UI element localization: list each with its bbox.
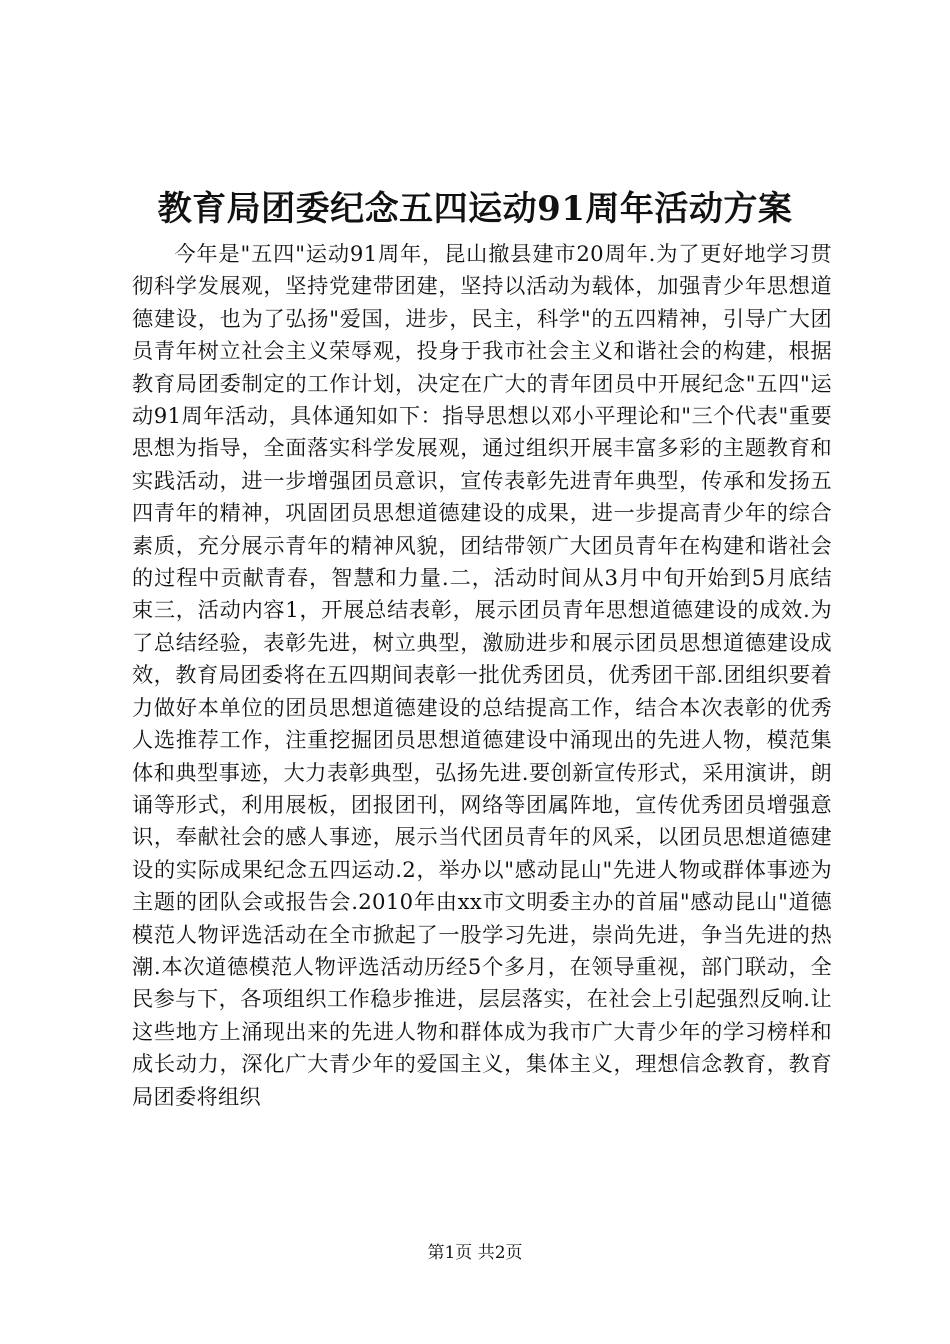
document-body-paragraph: 今年是"五四"运动91周年，昆山撤县建市20周年.为了更好地学习贯彻科学发展观，坚持党建带团建，坚持以活动为载体，加强青少年思想道德建设，也为了弘扬"爱国，进步，民主，科学"的五四精神，引导广大团员青年树立社会主义荣辱观，投身于我市社会主义和谐社会的构建，根据教育局团委制定的工作计划，决定在广大的青年团员中开展纪念"五四"运动91周年活动，具体通知如下：指导思想以邓小平理论和"三个代表"重要思想为指导，全面落实科学发展观，通过组织开展丰富多彩的主题教育和实践活动，进一步增强团员意识，宣传表彰先进青年典型，传承和发扬五四青年的精神，巩固团员思想道德建设的成果，进一步提高青少年的综合素质，充分展示青年的精神风貌，团结带领广大团员青年在构建和谐社会的过程中贡献青春，智慧和力量.二，活动时间从3月中旬开始到5月底结束三，活动内容1，开展总结表彰，展示团员青年思想道德建设的成效.为了总结经验，表彰先进，树立典型，激励进步和展示团员思想道德建设成效，教育局团委将在五四期间表彰一批优秀团员，优秀团干部.团组织要着力做好本单位的团员思想道德建设的总结提高工作，结合本次表彰的优秀人选推荐工作，注重挖掘团员思想道德建设中涌现出的先进人物，模范集体和典型事迹，大力表彰典型，弘扬先进.要创新宣传形式，采用演讲，朗诵等形式，利用展板，团报团刊，网络等团属阵地，宣传优秀团员增强意识，奉献社会的感人事迹，展示当代团员青年的风采，以团员思想道德建设的实际成果纪念五四运动.2，举办以"感动昆山"先进人物或群体事迹为主题的团队会或报告会.2010年由xx市文明委主办的首届"感动昆山"道德模范人物评选活动在全市掀起了一股学习先进，崇尚先进，争当先进的热潮.本次道德模范人物评选活动历经5个多月，在领导重视，部门联动，全民参与下，各项组织工作稳步推进，层层落实，在社会上引起强烈反响.让这些地方上涌现出来的先进人物和群体成为我市广大青少年的学习榜样和成长动力，深化广大青少年的爱国主义，集体主义，理想信念教育，教育局团委将组织: [132, 241, 832, 1109]
document-title: 教育局团委纪念五四运动91周年活动方案: [157, 189, 793, 229]
page-number-footer: 第1页 共2页: [427, 1243, 523, 1263]
